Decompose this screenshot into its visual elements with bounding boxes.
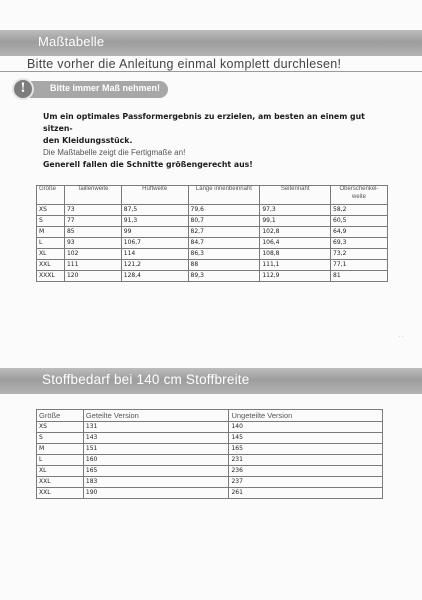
table-cell: XL [37, 249, 65, 260]
table-cell: 99 [121, 227, 188, 238]
measurement-table [36, 185, 388, 282]
table-row [37, 260, 388, 271]
table-cell: 77 [64, 216, 121, 227]
table-cell: 88 [188, 260, 260, 271]
table-cell: XXL [37, 477, 84, 488]
table-row [37, 227, 388, 238]
notice-label: Bitte immer Maß nehmen! [50, 83, 161, 93]
table-cell: XXXL [37, 271, 65, 282]
table-cell: 102 [64, 249, 121, 260]
table-cell: 84,7 [188, 238, 260, 249]
column-header: Taillenweite [64, 186, 121, 205]
page-title: Maßtabelle [38, 34, 105, 49]
measure-notice [12, 78, 170, 100]
table-row [37, 455, 383, 466]
table-cell: 80,7 [188, 216, 260, 227]
column-header: Oberschenkel-weite [331, 186, 388, 205]
table-cell: 183 [83, 477, 229, 488]
table-cell: 108,8 [260, 249, 331, 260]
table-cell: 165 [83, 466, 229, 477]
table-cell: 143 [83, 433, 229, 444]
table-cell: 85 [64, 227, 121, 238]
column-header: Seitennaht [260, 186, 331, 205]
intro-line: Um ein optimales Passformergebnis zu erzielen, am besten an einem gut sitzen- [43, 112, 365, 133]
table-cell: S [37, 433, 84, 444]
table-cell: 190 [83, 488, 229, 499]
table-cell: 102,8 [260, 227, 331, 238]
table-cell: 77,1 [331, 260, 388, 271]
table-cell: 165 [229, 444, 383, 455]
table-cell: 89,3 [188, 271, 260, 282]
table-row [37, 422, 383, 433]
table-cell: 64,9 [331, 227, 388, 238]
table-cell: 261 [229, 488, 383, 499]
table-cell: 114 [121, 249, 188, 260]
table-row [37, 271, 388, 282]
table-cell: 120 [64, 271, 121, 282]
table-cell: XL [37, 466, 84, 477]
table-cell: 231 [229, 455, 383, 466]
column-header: Hüftweite [121, 186, 188, 205]
exclamation-icon: ! [12, 78, 34, 100]
intro-line: den Kleidungsstück. [43, 136, 133, 145]
table-cell: 112,9 [260, 271, 331, 282]
table-header-row [37, 186, 388, 205]
table-row [37, 216, 388, 227]
fabric-band [0, 368, 422, 394]
table-row [37, 238, 388, 249]
table-cell: XS [37, 205, 65, 216]
notice-bar [24, 81, 168, 98]
table-cell: 140 [229, 422, 383, 433]
table-cell: 82,7 [188, 227, 260, 238]
table-row [37, 488, 383, 499]
column-header: Ungeteilte Version [229, 410, 383, 422]
table-cell: L [37, 238, 65, 249]
table-cell: 69,3 [331, 238, 388, 249]
table-cell: 81 [331, 271, 388, 282]
column-header: Länge innenbeinnaht [188, 186, 260, 205]
intro-line: Generell fallen die Schnitte größengerecht aus! [43, 160, 253, 169]
table-cell: 111,1 [260, 260, 331, 271]
column-header: Größe [37, 410, 84, 422]
margin-mark: · · [399, 334, 404, 340]
table-row [37, 466, 383, 477]
table-cell: 91,3 [121, 216, 188, 227]
table-header-row [37, 410, 383, 422]
table-cell: 86,3 [188, 249, 260, 260]
table-cell: 121,2 [121, 260, 188, 271]
table-row [37, 444, 383, 455]
table-cell: 160 [83, 455, 229, 466]
table-cell: 106,4 [260, 238, 331, 249]
table-cell: XS [37, 422, 84, 433]
intro-text [43, 111, 388, 171]
table-cell: 79,6 [188, 205, 260, 216]
table-cell: 58,2 [331, 205, 388, 216]
table-cell: 93 [64, 238, 121, 249]
table-cell: 73 [64, 205, 121, 216]
table-cell: 131 [83, 422, 229, 433]
table-row [37, 477, 383, 488]
table-cell: 111 [64, 260, 121, 271]
intro-line: Die Maßtabelle zeigt die Fertigmaße an! [43, 148, 186, 157]
table-cell: 106,7 [121, 238, 188, 249]
table-cell: 97,3 [260, 205, 331, 216]
table-cell: 87,5 [121, 205, 188, 216]
column-header: Größe [37, 186, 65, 205]
read-instructions-warning: Bitte vorher die Anleitung einmal komplett durchlesen! [27, 57, 342, 71]
table-cell: L [37, 455, 84, 466]
table-cell: M [37, 227, 65, 238]
table-cell: S [37, 216, 65, 227]
fabric-title: Stoffbedarf bei 140 cm Stoffbreite [42, 372, 250, 387]
header-band [0, 30, 422, 56]
table-cell: XXL [37, 488, 84, 499]
divider [0, 71, 422, 72]
table-cell: 99,1 [260, 216, 331, 227]
table-cell: M [37, 444, 84, 455]
table-row [37, 249, 388, 260]
table-row [37, 433, 383, 444]
table-row [37, 205, 388, 216]
table-cell: 73,2 [331, 249, 388, 260]
fabric-table [36, 409, 383, 499]
table-cell: 145 [229, 433, 383, 444]
table-cell: 60,5 [331, 216, 388, 227]
table-cell: 151 [83, 444, 229, 455]
table-cell: XXL [37, 260, 65, 271]
column-header: Geteilte Version [83, 410, 229, 422]
table-cell: 128,4 [121, 271, 188, 282]
table-cell: 237 [229, 477, 383, 488]
table-cell: 236 [229, 466, 383, 477]
